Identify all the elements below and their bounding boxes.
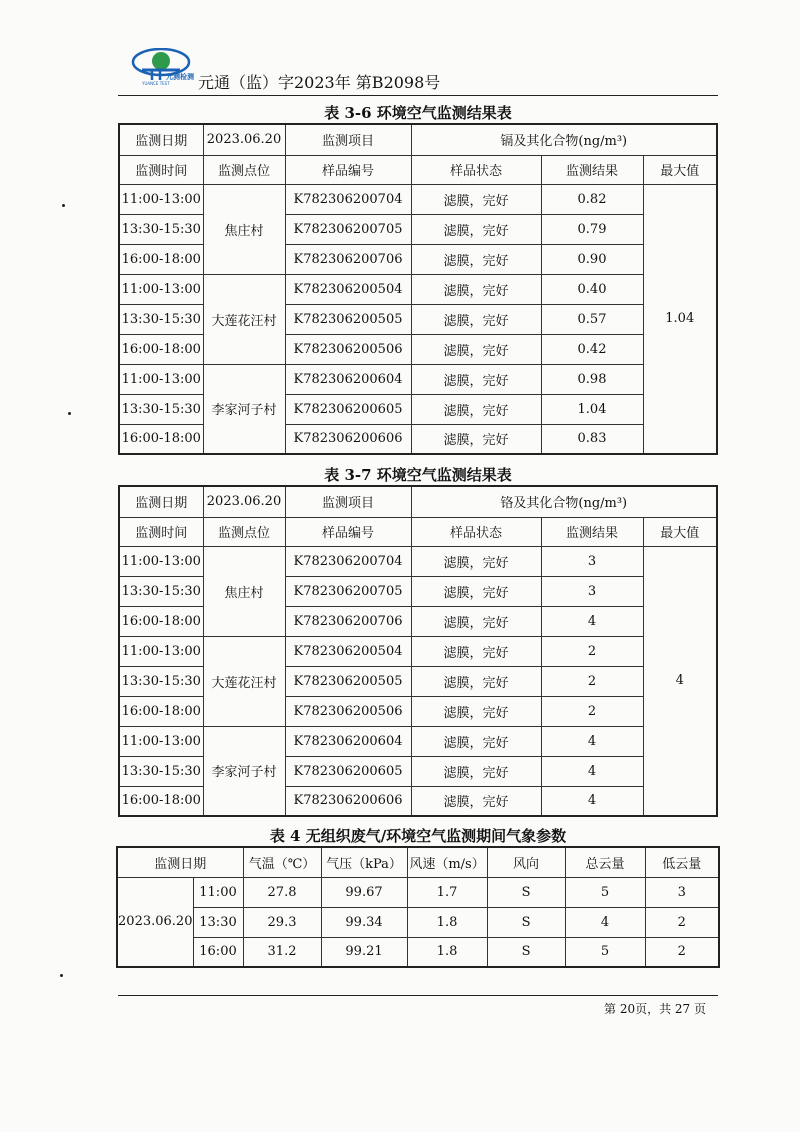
table3 bbox=[116, 846, 720, 968]
time-cell: 16:00-18:00 bbox=[119, 424, 203, 454]
state-cell: 滤膜，完好 bbox=[411, 364, 541, 394]
result-cell: 0.79 bbox=[541, 214, 643, 244]
point-cell: 焦庄村 bbox=[203, 184, 285, 274]
temp-cell: 29.3 bbox=[243, 907, 321, 937]
svg-text:元测检测: 元测检测 bbox=[166, 73, 194, 81]
sample-cell: K782306200606 bbox=[285, 786, 411, 816]
header-cell: 风速（m/s） bbox=[407, 847, 487, 877]
table-row bbox=[119, 636, 717, 666]
state-cell: 滤膜，完好 bbox=[411, 576, 541, 606]
state-cell: 滤膜，完好 bbox=[411, 546, 541, 576]
state-cell: 滤膜，完好 bbox=[411, 786, 541, 816]
low-cloud-cell: 3 bbox=[645, 877, 719, 907]
table-row bbox=[119, 726, 717, 756]
wind-dir-cell: S bbox=[487, 907, 565, 937]
total-cloud-cell: 4 bbox=[565, 907, 645, 937]
sample-cell: K782306200605 bbox=[285, 394, 411, 424]
max-cell: 4 bbox=[643, 546, 717, 816]
state-cell: 滤膜，完好 bbox=[411, 726, 541, 756]
table2 bbox=[118, 485, 718, 817]
result-cell: 0.83 bbox=[541, 424, 643, 454]
document-number: 元通（监）字2023年 第B2098号 bbox=[198, 73, 441, 92]
time-cell: 11:00-13:00 bbox=[119, 364, 203, 394]
item-cell: 镉及其化合物(ng/m³) bbox=[411, 124, 717, 155]
table1-caption: 表 3-6 环境空气监测结果表 bbox=[324, 104, 512, 122]
sample-cell: K782306200606 bbox=[285, 424, 411, 454]
header-cell: 样品编号 bbox=[285, 155, 411, 184]
header-cell: 监测点位 bbox=[203, 517, 285, 546]
result-cell: 0.90 bbox=[541, 244, 643, 274]
state-cell: 滤膜，完好 bbox=[411, 696, 541, 726]
sample-cell: K782306200604 bbox=[285, 726, 411, 756]
result-cell: 4 bbox=[541, 726, 643, 756]
header-cell: 风向 bbox=[487, 847, 565, 877]
header-rule bbox=[118, 95, 718, 96]
wind-speed-cell: 1.7 bbox=[407, 877, 487, 907]
result-cell: 1.04 bbox=[541, 394, 643, 424]
time-cell: 13:30-15:30 bbox=[119, 214, 203, 244]
header-cell: 监测项目 bbox=[285, 486, 411, 517]
time-cell: 13:30-15:30 bbox=[119, 576, 203, 606]
time-cell: 13:30-15:30 bbox=[119, 666, 203, 696]
header-cell: 最大值 bbox=[643, 155, 717, 184]
low-cloud-cell: 2 bbox=[645, 907, 719, 937]
table-row bbox=[117, 937, 719, 967]
sample-cell: K782306200505 bbox=[285, 666, 411, 696]
table1 bbox=[118, 123, 718, 455]
sample-cell: K782306200706 bbox=[285, 606, 411, 636]
time-cell: 13:30-15:30 bbox=[119, 304, 203, 334]
result-cell: 0.82 bbox=[541, 184, 643, 214]
header-cell: 监测日期 bbox=[119, 486, 203, 517]
sample-cell: K782306200705 bbox=[285, 576, 411, 606]
pressure-cell: 99.34 bbox=[321, 907, 407, 937]
point-cell: 焦庄村 bbox=[203, 546, 285, 636]
header-cell: 监测项目 bbox=[285, 124, 411, 155]
header-cell: 总云量 bbox=[565, 847, 645, 877]
pressure-cell: 99.67 bbox=[321, 877, 407, 907]
header-cell: 样品状态 bbox=[411, 155, 541, 184]
header-cell: 监测日期 bbox=[119, 124, 203, 155]
sample-cell: K782306200604 bbox=[285, 364, 411, 394]
state-cell: 滤膜，完好 bbox=[411, 334, 541, 364]
result-cell: 2 bbox=[541, 636, 643, 666]
header-cell: 监测结果 bbox=[541, 517, 643, 546]
header-cell: 监测日期 bbox=[117, 847, 243, 877]
header-cell: 监测时间 bbox=[119, 155, 203, 184]
time-cell: 11:00-13:00 bbox=[119, 726, 203, 756]
wind-dir-cell: S bbox=[487, 877, 565, 907]
table-row bbox=[119, 364, 717, 394]
footer-rule bbox=[118, 995, 718, 996]
sample-cell: K782306200705 bbox=[285, 214, 411, 244]
header-cell: 气压（kPa） bbox=[321, 847, 407, 877]
item-cell: 铬及其化合物(ng/m³) bbox=[411, 486, 717, 517]
low-cloud-cell: 2 bbox=[645, 937, 719, 967]
header-cell: 监测时间 bbox=[119, 517, 203, 546]
header-cell: 样品编号 bbox=[285, 517, 411, 546]
total-cloud-cell: 5 bbox=[565, 877, 645, 907]
time-cell: 16:00-18:00 bbox=[119, 786, 203, 816]
scan-speck bbox=[60, 974, 63, 977]
wind-speed-cell: 1.8 bbox=[407, 907, 487, 937]
time-cell: 16:00 bbox=[193, 937, 243, 967]
table3-caption: 表 4 无组织废气/环境空气监测期间气象参数 bbox=[269, 827, 567, 845]
sample-cell: K782306200605 bbox=[285, 756, 411, 786]
state-cell: 滤膜，完好 bbox=[411, 214, 541, 244]
result-cell: 0.98 bbox=[541, 364, 643, 394]
time-cell: 11:00-13:00 bbox=[119, 184, 203, 214]
time-cell: 16:00-18:00 bbox=[119, 244, 203, 274]
time-cell: 16:00-18:00 bbox=[119, 606, 203, 636]
time-cell: 11:00-13:00 bbox=[119, 636, 203, 666]
date-cell: 2023.06.20 bbox=[203, 124, 285, 155]
state-cell: 滤膜，完好 bbox=[411, 304, 541, 334]
sample-cell: K782306200506 bbox=[285, 334, 411, 364]
state-cell: 滤膜，完好 bbox=[411, 756, 541, 786]
sample-cell: K782306200506 bbox=[285, 696, 411, 726]
total-cloud-cell: 5 bbox=[565, 937, 645, 967]
table2-caption: 表 3-7 环境空气监测结果表 bbox=[324, 466, 512, 484]
header-cell: 监测点位 bbox=[203, 155, 285, 184]
table-row bbox=[119, 546, 717, 576]
point-cell: 李家河子村 bbox=[203, 726, 285, 816]
state-cell: 滤膜，完好 bbox=[411, 274, 541, 304]
pressure-cell: 99.21 bbox=[321, 937, 407, 967]
wind-speed-cell: 1.8 bbox=[407, 937, 487, 967]
result-cell: 0.57 bbox=[541, 304, 643, 334]
point-cell: 李家河子村 bbox=[203, 364, 285, 454]
result-cell: 0.42 bbox=[541, 334, 643, 364]
time-cell: 11:00-13:00 bbox=[119, 274, 203, 304]
date-cell: 2023.06.20 bbox=[203, 486, 285, 517]
result-cell: 4 bbox=[541, 606, 643, 636]
table-row bbox=[117, 877, 719, 907]
time-cell: 13:30 bbox=[193, 907, 243, 937]
point-cell: 大莲花汪村 bbox=[203, 636, 285, 726]
temp-cell: 31.2 bbox=[243, 937, 321, 967]
header-cell: 气温（℃） bbox=[243, 847, 321, 877]
sample-cell: K782306200504 bbox=[285, 636, 411, 666]
state-cell: 滤膜，完好 bbox=[411, 184, 541, 214]
sample-cell: K782306200504 bbox=[285, 274, 411, 304]
wind-dir-cell: S bbox=[487, 937, 565, 967]
date-cell: 2023.06.20 bbox=[117, 877, 193, 967]
company-logo bbox=[128, 48, 194, 86]
table-row bbox=[117, 907, 719, 937]
header-cell: 最大值 bbox=[643, 517, 717, 546]
table-row bbox=[119, 274, 717, 304]
point-cell: 大莲花汪村 bbox=[203, 274, 285, 364]
time-cell: 11:00 bbox=[193, 877, 243, 907]
scan-speck bbox=[62, 204, 65, 207]
state-cell: 滤膜，完好 bbox=[411, 244, 541, 274]
sample-cell: K782306200706 bbox=[285, 244, 411, 274]
header-cell: 监测结果 bbox=[541, 155, 643, 184]
sample-cell: K782306200704 bbox=[285, 546, 411, 576]
state-cell: 滤膜，完好 bbox=[411, 606, 541, 636]
state-cell: 滤膜，完好 bbox=[411, 636, 541, 666]
svg-text:YUANCE TEST: YUANCE TEST bbox=[142, 81, 170, 86]
time-cell: 16:00-18:00 bbox=[119, 696, 203, 726]
sample-cell: K782306200505 bbox=[285, 304, 411, 334]
result-cell: 2 bbox=[541, 666, 643, 696]
time-cell: 11:00-13:00 bbox=[119, 546, 203, 576]
state-cell: 滤膜，完好 bbox=[411, 424, 541, 454]
time-cell: 13:30-15:30 bbox=[119, 756, 203, 786]
result-cell: 3 bbox=[541, 546, 643, 576]
result-cell: 3 bbox=[541, 576, 643, 606]
result-cell: 0.40 bbox=[541, 274, 643, 304]
result-cell: 4 bbox=[541, 756, 643, 786]
page-number: 第 20页，共 27 页 bbox=[604, 1002, 706, 1016]
state-cell: 滤膜，完好 bbox=[411, 666, 541, 696]
sample-cell: K782306200704 bbox=[285, 184, 411, 214]
scan-speck bbox=[68, 412, 71, 415]
max-cell: 1.04 bbox=[643, 184, 717, 454]
result-cell: 4 bbox=[541, 786, 643, 816]
time-cell: 13:30-15:30 bbox=[119, 394, 203, 424]
temp-cell: 27.8 bbox=[243, 877, 321, 907]
time-cell: 16:00-18:00 bbox=[119, 334, 203, 364]
state-cell: 滤膜，完好 bbox=[411, 394, 541, 424]
header-cell: 低云量 bbox=[645, 847, 719, 877]
table-row bbox=[119, 184, 717, 214]
header-cell: 样品状态 bbox=[411, 517, 541, 546]
result-cell: 2 bbox=[541, 696, 643, 726]
